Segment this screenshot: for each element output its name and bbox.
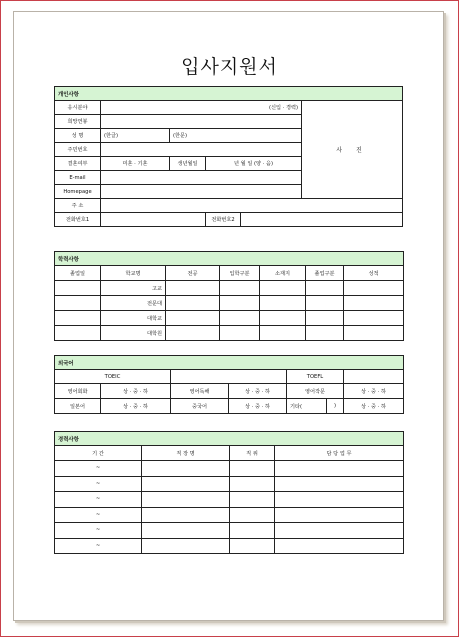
career-cell[interactable] <box>142 476 230 492</box>
lang-level[interactable]: 상 · 중 · 하 <box>229 399 287 414</box>
edu-cell[interactable] <box>220 281 260 296</box>
career-cell[interactable] <box>230 476 275 492</box>
marital-label: 결혼여부 <box>55 157 101 171</box>
edu-cell[interactable] <box>344 281 404 296</box>
edu-col-admission: 입학구분 <box>220 266 260 281</box>
lang-label: 영어독해 <box>171 384 229 399</box>
career-period[interactable]: ~ <box>55 476 142 492</box>
phone1-label: 전화번호1 <box>55 213 101 227</box>
edu-cell[interactable] <box>166 296 220 311</box>
edu-school-type: 전문대 <box>101 296 166 311</box>
edu-cell[interactable] <box>306 281 344 296</box>
edu-cell[interactable] <box>306 311 344 326</box>
career-col-position: 직 위 <box>230 446 275 461</box>
education-table <box>54 251 404 341</box>
address-label: 주 소 <box>55 199 101 213</box>
name-hangul-input[interactable]: (한글) <box>101 129 170 143</box>
birth-input[interactable]: 년 월 일 (양 · 음) <box>206 157 302 171</box>
career-cell[interactable] <box>275 507 404 523</box>
email-input[interactable] <box>101 171 302 185</box>
edu-school-type: 대학원 <box>101 326 166 341</box>
toefl-input[interactable] <box>344 370 404 384</box>
career-cell[interactable] <box>142 461 230 477</box>
edu-cell[interactable] <box>306 296 344 311</box>
lang-label: 중국어 <box>171 399 229 414</box>
birth-label: 생년월일 <box>170 157 206 171</box>
edu-school-type: 고교 <box>101 281 166 296</box>
edu-cell[interactable] <box>55 326 101 341</box>
edu-col-location: 소재지 <box>260 266 306 281</box>
phone1-input[interactable] <box>101 213 206 227</box>
edu-col-graduation: 졸업구분 <box>306 266 344 281</box>
career-cell[interactable] <box>142 492 230 508</box>
career-cell[interactable] <box>230 523 275 539</box>
toeic-input[interactable] <box>171 370 287 384</box>
salary-input[interactable] <box>101 115 302 129</box>
lang-label: 영어회화 <box>55 384 101 399</box>
resident-no-label: 주민번호 <box>55 143 101 157</box>
career-cell[interactable] <box>230 492 275 508</box>
name-hanja-input[interactable]: (한문) <box>170 129 302 143</box>
career-period[interactable]: ~ <box>55 538 142 554</box>
personal-table <box>54 86 403 227</box>
edu-cell[interactable] <box>344 326 404 341</box>
edu-col-school: 학교명 <box>101 266 166 281</box>
career-col-company: 직 장 명 <box>142 446 230 461</box>
career-period[interactable]: ~ <box>55 461 142 477</box>
edu-row <box>55 281 404 296</box>
career-cell[interactable] <box>275 476 404 492</box>
edu-row <box>55 296 404 311</box>
photo-box[interactable]: 사 진 <box>302 101 403 199</box>
career-period[interactable]: ~ <box>55 523 142 539</box>
edu-cell[interactable] <box>260 326 306 341</box>
lang-label: 일본어 <box>55 399 101 414</box>
career-cell[interactable] <box>142 507 230 523</box>
career-cell[interactable] <box>230 461 275 477</box>
edu-cell[interactable] <box>220 326 260 341</box>
homepage-input[interactable] <box>101 185 302 199</box>
marital-options[interactable]: 미혼 · 기혼 <box>101 157 170 171</box>
page-title: 입사지원서 <box>181 56 278 78</box>
lang-level[interactable]: 상 · 중 · 하 <box>229 384 287 399</box>
edu-cell[interactable] <box>260 311 306 326</box>
phone2-input[interactable] <box>241 213 403 227</box>
career-cell[interactable] <box>275 492 404 508</box>
edu-cell[interactable] <box>55 281 101 296</box>
edu-cell[interactable] <box>166 281 220 296</box>
career-cell[interactable] <box>275 538 404 554</box>
name-label: 성 명 <box>55 129 101 143</box>
salary-label: 희망연봉 <box>55 115 101 129</box>
career-cell[interactable] <box>142 538 230 554</box>
lang-level[interactable]: 상 · 중 · 하 <box>344 384 404 399</box>
career-cell[interactable] <box>142 523 230 539</box>
lang-other-close: ) <box>327 399 344 414</box>
career-cell[interactable] <box>230 507 275 523</box>
edu-cell[interactable] <box>166 311 220 326</box>
lang-level[interactable]: 상 · 중 · 하 <box>101 399 171 414</box>
career-cell[interactable] <box>275 523 404 539</box>
lang-label: 영어작문 <box>287 384 344 399</box>
education-header: 학력사항 <box>55 252 404 266</box>
edu-cell[interactable] <box>306 326 344 341</box>
career-header: 경력사항 <box>55 432 404 446</box>
lang-level[interactable]: 상 · 중 · 하 <box>101 384 171 399</box>
edu-cell[interactable] <box>220 311 260 326</box>
edu-col-grade: 성적 <box>344 266 404 281</box>
edu-cell[interactable] <box>55 296 101 311</box>
career-col-period: 기 간 <box>55 446 142 461</box>
lang-level[interactable]: 상 · 중 · 하 <box>344 399 404 414</box>
career-col-duties: 담 당 업 무 <box>275 446 404 461</box>
toeic-label: TOEIC <box>55 370 171 384</box>
edu-col-major: 전공 <box>166 266 220 281</box>
email-label: E-mail <box>55 171 101 185</box>
edu-row <box>55 311 404 326</box>
career-period[interactable]: ~ <box>55 492 142 508</box>
edu-col-grad-date: 졸업일 <box>55 266 101 281</box>
edu-cell[interactable] <box>260 281 306 296</box>
edu-cell[interactable] <box>166 326 220 341</box>
career-cell[interactable] <box>275 461 404 477</box>
edu-cell[interactable] <box>220 296 260 311</box>
lang-other-label[interactable]: 기타( <box>287 399 327 414</box>
career-table <box>54 431 404 554</box>
edu-row <box>55 326 404 341</box>
career-cell[interactable] <box>230 538 275 554</box>
applied-field-label: 응시분야 <box>55 101 101 115</box>
personal-header: 개인사항 <box>55 87 403 101</box>
toefl-label: TOEFL <box>287 370 344 384</box>
edu-school-type: 대학교 <box>101 311 166 326</box>
career-period[interactable]: ~ <box>55 507 142 523</box>
phone2-label: 전화번호2 <box>206 213 241 227</box>
address-input[interactable] <box>101 199 403 213</box>
edu-cell[interactable] <box>260 296 306 311</box>
resident-no-input[interactable] <box>101 143 302 157</box>
language-table <box>54 355 404 414</box>
language-header: 외국어 <box>55 356 404 370</box>
applied-field-input[interactable]: (신입 · 경력) <box>101 101 302 115</box>
edu-cell[interactable] <box>55 311 101 326</box>
edu-cell[interactable] <box>344 311 404 326</box>
edu-cell[interactable] <box>344 296 404 311</box>
homepage-label: Homepage <box>55 185 101 199</box>
